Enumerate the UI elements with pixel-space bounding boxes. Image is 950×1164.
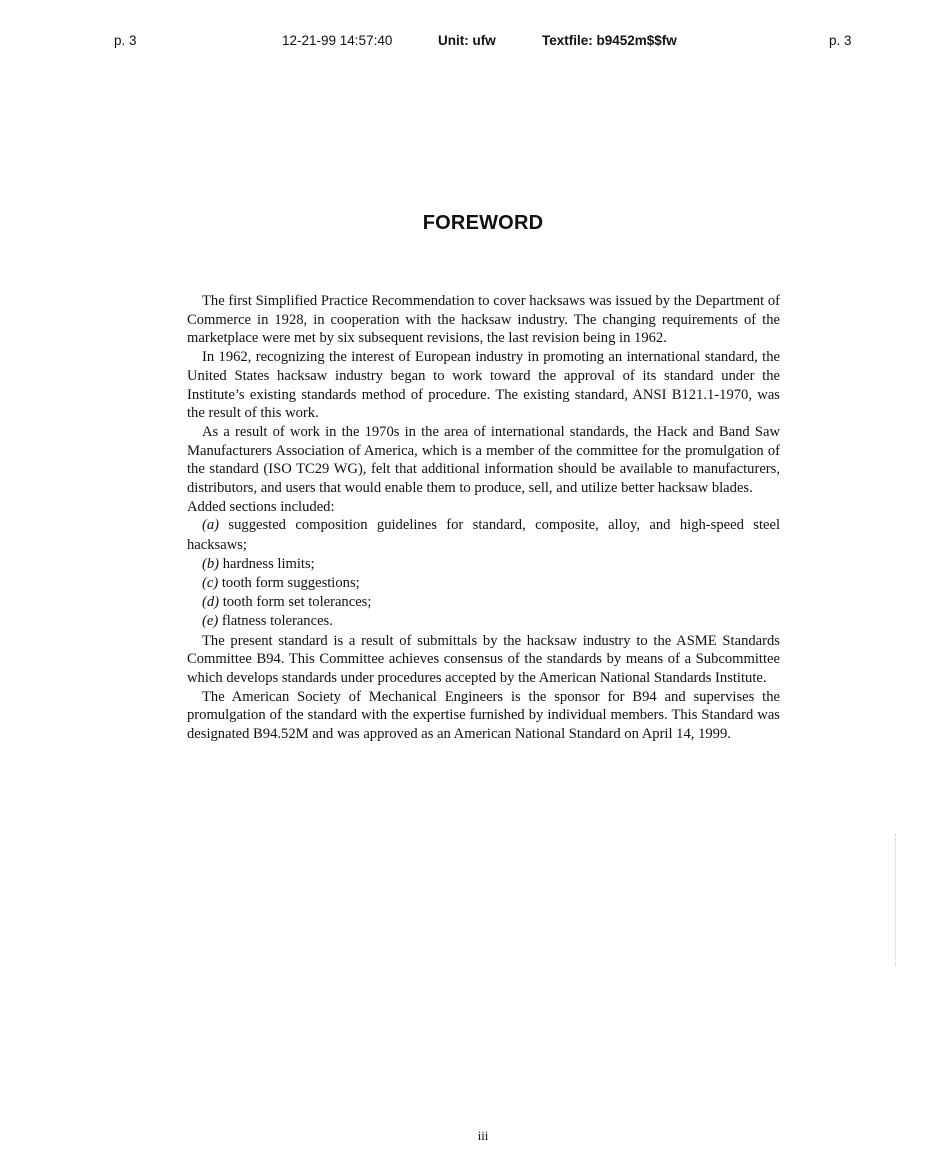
section-label-e: (e): [202, 613, 219, 630]
header-page-number-right: p. 3: [829, 33, 852, 48]
section-label-b: (b): [202, 555, 220, 572]
section-item-d: [187, 593, 780, 612]
section-label-c: (c): [202, 575, 219, 592]
paragraph-international: In 1962, recognizing the interest of European industry in promoting an international standard, the United States hacksaw industry began to work toward the approval of its standard under the Institute’s existing standards method of procedure. The existing standard, ANSI B121.1-1970, was the result of this work.: [187, 349, 780, 422]
header-textfile: Textfile: b9452m$$fw: [542, 33, 677, 48]
margin-dotted-mark: [895, 834, 899, 966]
header-unit: Unit: ufw: [438, 33, 496, 48]
section-text-c: tooth form suggestions;: [221, 575, 360, 592]
paragraph-1970s-work: As a result of work in the 1970s in the area of international standards, the Hack and Band Saw Manufacturers Association of America, which is a member of the committee for the promulgation of the standard (ISO TC29 WG), felt that additional information should be available to manufacturers, distributors, and users that would enable them to produce, sell, and utilize better hacksaw blades.: [187, 423, 780, 497]
header-datetime: 12-21-99 14:57:40: [282, 33, 393, 48]
paragraph-history: The first Simplified Practice Recommendation to cover hacksaws was issued by the Department of Commerce in 1928, in cooperation with the hacksaw industry. The changing requirements of the marketplace were met by six subsequent revisions, the last revision being in 1962.: [187, 293, 780, 347]
section-item-b: [187, 555, 780, 574]
running-header: [0, 33, 950, 51]
foreword-body: [187, 292, 780, 744]
section-text-b: hardness limits;: [222, 555, 315, 572]
page-title: FOREWORD: [422, 212, 544, 234]
header-page-number-left: p. 3: [114, 33, 137, 48]
paragraph-present-standard: The present standard is a result of submittals by the hacksaw industry to the ASME Standards Committee B94. This Committee achieves consensus of the standards by means of a Subcommittee which develops standards under procedures accepted by the American National Standards Institute.: [187, 632, 780, 687]
page-folio: iii: [477, 1128, 489, 1143]
section-label-a: (a): [202, 517, 220, 534]
section-item-e: [187, 612, 780, 631]
section-item-a: [187, 516, 780, 554]
paragraph-sponsor: The American Society of Mechanical Engineers is the sponsor for B94 and supervises the promulgation of the standard with the expertise furnished by individual members. This Standard was designated B94.52M and was approved as an American National Standard on April 14, 1999.: [187, 688, 780, 743]
paragraph-added-sections: Added sections included:: [187, 498, 335, 515]
section-label-d: (d): [202, 594, 220, 611]
section-text-a: suggested composition guidelines for standard, composite, alloy, and high-speed steel hacksaws;: [187, 517, 781, 553]
section-item-c: [187, 574, 780, 593]
section-text-d: tooth form set tolerances;: [222, 594, 372, 611]
section-text-e: flatness tolerances.: [221, 613, 333, 630]
